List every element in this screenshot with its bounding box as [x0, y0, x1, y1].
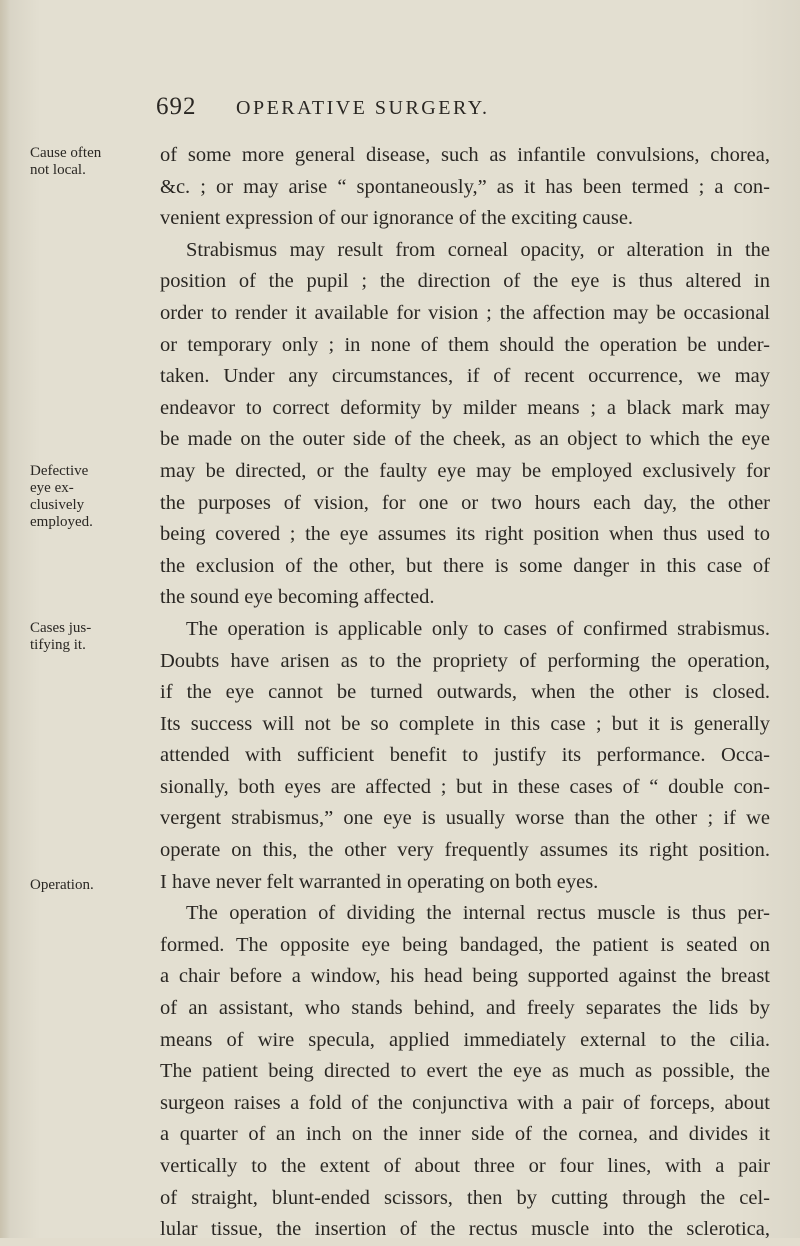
text-line: venient expression of our ignorance of the exciting cause. — [160, 207, 634, 230]
body-text — [160, 140, 770, 1246]
text-line: Strabismus may result from corneal opacity, or alteration in the — [186, 238, 770, 261]
text-line: the exclusion of the other, but there is some danger in this case of — [160, 554, 770, 577]
sidenote-line: Cases jus- — [30, 620, 92, 636]
text-line: or temporary only ; in none of them should the operation be under- — [160, 333, 770, 356]
sidenote-cause-often-not-local — [30, 145, 152, 179]
text-line: lular tissue, the insertion of the rectus muscle into the sclerotica, — [160, 1218, 770, 1241]
sidenote-line: employed. — [30, 514, 93, 530]
text-line: The patient being directed to evert the eye as much as possible, the — [160, 1060, 770, 1083]
text-line: be made on the outer side of the cheek, as an object to which the eye — [160, 428, 770, 451]
text-line: The operation is applicable only to cases of confirmed strabismus. — [186, 617, 770, 640]
sidenote-cases-justifying-it — [30, 620, 152, 654]
sidenote-line: eye ex- — [30, 480, 74, 496]
text-line: a chair before a window, his head being supported against the breast — [160, 965, 770, 988]
text-line: &c. ; or may arise “ spontaneously,” as it has been termed ; a con- — [160, 175, 770, 198]
sidenote-line: Operation. — [30, 877, 94, 893]
page-number: 692 — [156, 93, 197, 120]
text-line: vertically to the extent of about three or four lines, with a pair — [160, 1155, 770, 1177]
text-line: Doubts have arisen as to the propriety of performing the operation, — [160, 649, 770, 672]
text-line: of straight, blunt-ended scissors, then by cutting through the cel- — [160, 1186, 770, 1209]
text-line: means of wire specula, applied immediately external to the cilia. — [160, 1028, 770, 1051]
sidenote-line: not local. — [30, 162, 86, 178]
text-line: the purposes of vision, for one or two hours each day, the other — [160, 491, 770, 514]
sidenote-line: clusively — [30, 497, 85, 513]
sidenote-line: Cause often — [30, 145, 102, 161]
text-line: of an assistant, who stands behind, and freely separates the lids by — [160, 997, 770, 1020]
text-line: of some more general disease, such as infantile convulsions, chorea, — [160, 144, 770, 166]
text-line: the sound eye becoming affected. — [160, 586, 435, 609]
text-line: endeavor to correct deformity by milder means ; a black mark may — [160, 396, 770, 419]
text-line: surgeon raises a fold of the conjunctiva with a pair of forceps, about — [160, 1091, 770, 1114]
page-gutter-shadow — [0, 0, 10, 1238]
sidenote-line: Defective — [30, 463, 89, 479]
text-line: vergent strabismus,” one eye is usually worse than the other ; if we — [160, 807, 770, 830]
text-line: I have never felt warranted in operating on both eyes. — [160, 870, 599, 893]
text-line: if the eye cannot be turned outwards, when the other is closed. — [160, 681, 770, 704]
text-line: The operation of dividing the internal rectus muscle is thus per- — [186, 902, 770, 925]
text-line: attended with sufficient benefit to justify its performance. Occa- — [160, 744, 770, 767]
text-line: sionally, both eyes are affected ; but in these cases of “ double con- — [160, 775, 770, 798]
text-line: being covered ; the eye assumes its right position when thus used to — [160, 523, 770, 546]
sidenote-line: tifying it. — [30, 637, 86, 653]
text-line: position of the pupil ; the direction of the eye is thus altered in — [160, 270, 770, 293]
text-line: may be directed, or the faulty eye may be employed exclusively for — [160, 459, 770, 482]
sidenote-operation — [30, 877, 152, 894]
sidenote-defective-eye-exclusively-employed — [30, 463, 152, 531]
text-line: order to render it available for vision ; the affection may be occasional — [160, 301, 770, 324]
text-line: a quarter of an inch on the inner side of the cornea, and divides it — [160, 1123, 770, 1146]
page-header — [156, 93, 736, 127]
running-head: OPERATIVE SURGERY. — [236, 97, 490, 119]
text-line: Its success will not be so complete in this case ; but it is generally — [160, 712, 770, 735]
text-line: taken. Under any circumstances, if of recent occurrence, we may — [160, 365, 770, 388]
text-line: formed. The opposite eye being bandaged, the patient is seated on — [160, 933, 770, 956]
text-line: operate on this, the other very frequently assumes its right position. — [160, 839, 770, 862]
